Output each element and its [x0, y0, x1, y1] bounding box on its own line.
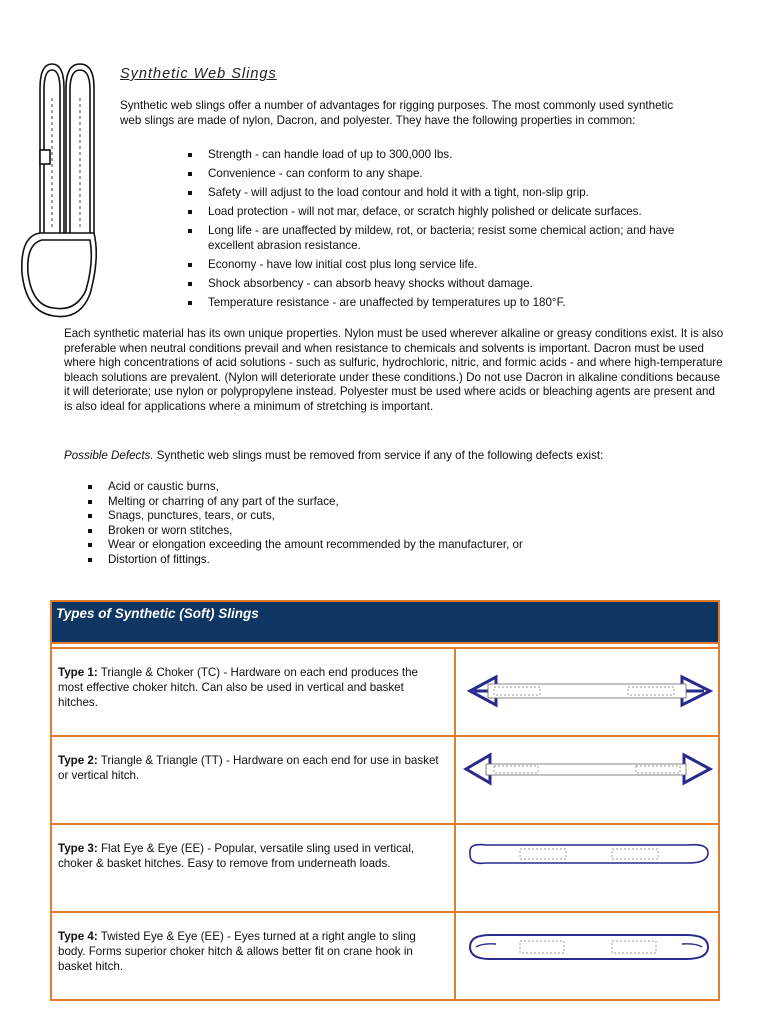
table-row: [51, 912, 719, 1000]
type-label: Type 4:: [58, 930, 98, 943]
type-image-cell: [455, 648, 719, 736]
list-item: Snags, punctures, tears, or cuts,: [86, 509, 686, 524]
list-item: Temperature resistance - are unaffected by temperatures up to 180°F.: [186, 296, 686, 311]
table-header-row: [51, 601, 719, 643]
table-header: Types of Synthetic (Soft) Slings: [51, 601, 719, 643]
type-description: [51, 912, 455, 1000]
web-sling-illustration: [10, 58, 110, 323]
triangle-triangle-sling-icon: [456, 737, 718, 801]
list-item: Melting or charring of any part of the surface,: [86, 495, 686, 510]
list-item: Shock absorbency - can absorb heavy shocks without damage.: [186, 277, 686, 292]
type-text: Triangle & Triangle (TT) - Hardware on each end for use in basket or vertical hitch.: [58, 754, 439, 782]
page-title: Synthetic Web Slings: [120, 66, 277, 82]
type-description: [51, 824, 455, 912]
type-image-cell: [455, 736, 719, 824]
materials-paragraph: Each synthetic material has its own unique properties. Nylon must be used wherever alkaline or greasy conditions exist. It is also preferable when neutral conditions prevail and when resistance to chemicals and solvents is important. Dacron must be used where high concentrations of acid solutions - such as sulfuric, hydrochloric, nitric, and formic acids - and where high-temperature bleach solutions are prevalent. (Nylon will deteriorate under these conditions.) Do not use Dacron in alkaline conditions because it will deteriorate; use nylon or polypropylene instead. Polyester must be used where acids or bleaching agents are present and is also ideal for applications where a minimum of stretching is important.: [64, 327, 724, 413]
intro-paragraph: Synthetic web slings offer a number of advantages for rigging purposes. The most commonly used synthetic web slings are made of nylon, Dacron, and polyester. They have the following properties in common:: [120, 99, 674, 127]
list-item: Safety - will adjust to the load contour and hold it with a tight, non-slip grip.: [186, 186, 686, 201]
list-item: Load protection - will not mar, deface, or scratch highly polished or delicate surfaces.: [186, 205, 686, 220]
table-row: [51, 648, 719, 736]
list-item: Distortion of fittings.: [86, 553, 686, 568]
list-item: Acid or caustic burns,: [86, 480, 686, 495]
type-label: Type 3:: [58, 842, 98, 855]
properties-list: [186, 148, 686, 315]
table-row: [51, 736, 719, 824]
type-image-cell: [455, 912, 719, 1000]
defects-intro: [64, 448, 724, 463]
list-item: Economy - have low initial cost plus long service life.: [186, 258, 686, 273]
type-description: [51, 736, 455, 824]
defects-intro-text: Synthetic web slings must be removed from service if any of the following defects exist:: [153, 449, 604, 462]
list-item: Long life - are unaffected by mildew, rot, or bacteria; resist some chemical action; and have excellent abrasion resistance.: [186, 224, 686, 253]
list-item: Wear or elongation exceeding the amount recommended by the manufacturer, or: [86, 538, 686, 553]
sling-types-table: [50, 600, 720, 1001]
type-text: Triangle & Choker (TC) - Hardware on each end produces the most effective choker hitch. Can also be used in vertical and basket hitches.: [58, 666, 419, 709]
list-item: Convenience - can conform to any shape.: [186, 167, 686, 182]
defects-label: Possible Defects.: [64, 449, 154, 462]
list-item: Strength - can handle load of up to 300,000 lbs.: [186, 148, 686, 163]
triangle-choker-sling-icon: [456, 649, 718, 731]
type-image-cell: [455, 824, 719, 912]
type-label: Type 1:: [58, 666, 98, 679]
type-description: [51, 648, 455, 736]
table-row: [51, 824, 719, 912]
defects-list: [86, 480, 686, 567]
type-text: Flat Eye & Eye (EE) - Popular, versatile sling used in vertical, choker & basket hitches. Easy to remove from underneath loads.: [58, 842, 415, 870]
twisted-eye-sling-icon: [456, 913, 718, 983]
type-label: Type 2:: [58, 754, 98, 767]
flat-eye-sling-icon: [456, 825, 718, 891]
list-item: Broken or worn stitches,: [86, 524, 686, 539]
type-text: Twisted Eye & Eye (EE) - Eyes turned at a right angle to sling body. Forms superior choker hitch & allows better fit on crane hook in basket hitch.: [58, 930, 416, 973]
